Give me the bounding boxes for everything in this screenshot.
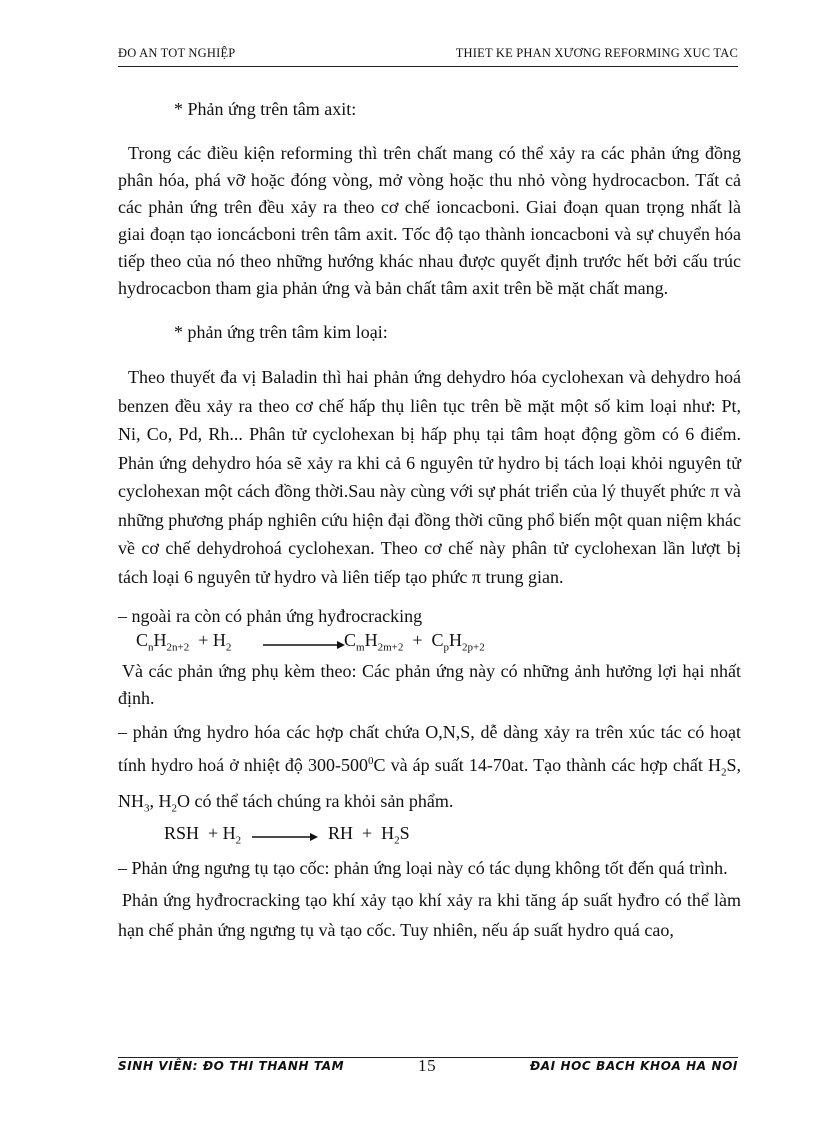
header-divider: [118, 66, 738, 67]
document-body: [118, 96, 741, 945]
header-right: THIET KE PHAN XƯƠNG REFORMING XUC TAC: [455, 46, 738, 60]
header-left: ĐO AN TOT NGHIỆP: [118, 46, 236, 60]
side-reactions: Và các phản ứng phụ kèm theo: Các phản ứng này có những ảnh hưởng lợi hại nhất định.: [118, 661, 741, 708]
eq2-reactants: RSH + $H_2$: [164, 822, 242, 847]
eq1-products: $C_mH_{2m+2} + C_pH_{2p+2}$: [344, 630, 485, 654]
metal-heading: * phản ứng trên tâm kim loại:: [174, 322, 388, 342]
page-footer: [118, 1056, 738, 1077]
page-header: [118, 46, 738, 64]
arrow-icon: [252, 832, 318, 842]
footer-right: ĐAI HOC BACH KHOA HA NOI: [529, 1059, 738, 1073]
hydrogenation-paragraph: – phản ứng hydro hóa các hợp chất chứa O,N,S, dễ dàng xảy ra trên xúc tác có hoạt tính hydro hoá ở nhiệt độ $300-500^0C$ và áp suất 14-70at. Tạo thành các hợp chất $H_2S$, $NH_3$, $H_2O$ có thể tách chúng ra khỏi sản phẩm.: [118, 722, 741, 815]
acid-heading: * Phản ứng trên tâm axit:: [174, 99, 357, 119]
acid-paragraph: Trong các điều kiện reforming thì trên chất mang có thể xảy ra các phản ứng đồng phân hóa, phá vỡ hoặc đóng vòng, mở vòng hoặc thu nhỏ vòng hydrocacbon. Tất cả các phản ứng trên đều xảy ra theo cơ chế ioncacboni. Giai đoạn quan trọng nhất là giai đoạn tạo ioncácboni trên tâm axit. Tốc độ tạo thành ioncacboni và sự chuyển hóa tiếp theo của nó theo những hướng khác nhau được quyết định trước hết bởi cấu trúc hydrocacbon tham gia phản ứng và bản chất tâm axit trên bề mặt chất mang.: [118, 143, 741, 298]
page-number: 15: [418, 1056, 437, 1075]
eq2-products: RH + $H_2S$: [328, 822, 410, 847]
eq1-reactants: $C_nH_{2n+2} + H_2$: [136, 630, 232, 654]
footer-left: SINH VIÊN: ĐO THI THANH TAM: [118, 1059, 345, 1073]
condensation-paragraph: – Phản ứng ngưng tụ tạo cốc: phản ứng loại này có tác dụng không tốt đến quá trình.: [118, 857, 728, 878]
arrow-icon: [263, 640, 345, 650]
hydrocracking-line: – ngoài ra còn có phản ứng hyđrocracking: [118, 606, 423, 626]
hydrocracking-equation: [118, 630, 741, 658]
final-paragraph: Phản ứng hyđrocracking tạo khí xảy tạo khí xảy ra khi tăng áp suất hyđro có thể làm hạn chế phản ứng ngưng tụ và tạo cốc. Tuy nhiên, nếu áp suất hydro quá cao,: [118, 889, 741, 940]
metal-paragraph: Theo thuyết đa vị Baladin thì hai phản ứng dehydro hóa cyclohexan và dehydro hoá benzen đều xảy ra theo cơ chế hấp thụ liên tục trên bề mặt một số kim loại như: Pt, Ni, Co, Pd, Rh... Phân tử cyclohexan bị hấp phụ tại tâm hoạt động gồm có 6 điểm. Phản ứng dehydro hóa sẽ xảy ra khi cả 6 nguyên tử hydro bị tách loại khỏi nguyên tử cyclohexan một cách đồng thời.Sau này cùng với sự phát triển của lý thuyết phức π và những phương pháp nghiên cứu hiện đại đồng thời cũng phổ biến một quan niệm khác về cơ chế dehydrohoá cyclohexan. Theo cơ chế này phân tử cyclohexan lần lượt bị tách loại 6 nguyên tử hydro và liên tiếp tạo phức π trung gian.: [118, 367, 741, 587]
desulfurization-equation: [118, 823, 741, 854]
